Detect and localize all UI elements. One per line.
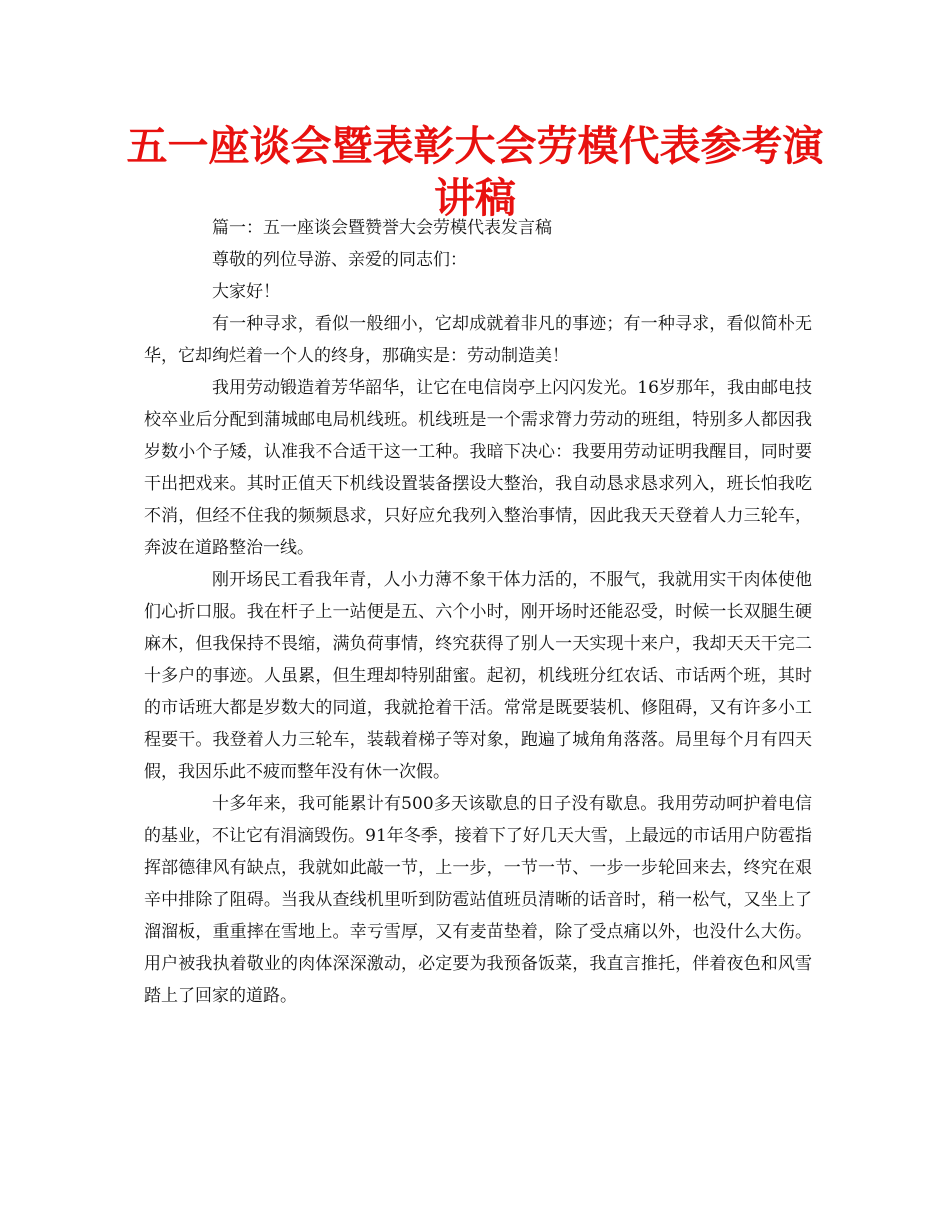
- document-body: [144, 212, 812, 1012]
- paragraph: 十多年来，我可能累计有500多天该歇息的日子没有歇息。我用劳动呵护着电信的基业，不让它有涓滴毁伤。91年冬季，接着下了好几天大雪，上最远的市话用户防雹指挥部德律风有缺点，我就如此敲一节，上一步，一节一节、一步一步轮回来去，终究在艰辛中排除了阻碍。当我从查线机里听到防雹站值班员清晰的话音时，稍一松气，又坐上了溜溜板，重重摔在雪地上。幸亏雪厚，又有麦苗垫着，除了受点痛以外，也没什么大伤。用户被我执着敬业的肉体深深激动，必定要为我预备饭菜，我直言推托，伴着夜色和风雪踏上了回家的道路。: [144, 794, 812, 1006]
- paragraph: 刚开场民工看我年青，人小力薄不象干体力活的，不服气，我就用实干肉体使他们心折口服。我在杆子上一站便是五、六个小时，刚开场时还能忍受，时候一长双腿生硬麻木，但我保持不畏缩，满负荷事情，终究获得了别人一天实现十来户，我却天天干完二十多户的事迹。人虽累，但生理却特别甜蜜。起初，机线班分红农话、市话两个班，其时的市话班大都是岁数大的同道，我就抢着干活。常常是既要装机、修阻碍，又有许多小工程要干。我登着人力三轮车，装载着梯子等对象，跑遍了城角角落落。局里每个月有四天假，我因乐此不疲而整年没有休一次假。: [144, 570, 812, 782]
- paragraph: 有一种寻求，看似一般细小，它却成就着非凡的事迹；有一种寻求，看似简朴无华，它却绚烂着一个人的终身，那确实是：劳动制造美！: [144, 314, 812, 366]
- greeting: 大家好！: [212, 282, 280, 302]
- paragraph: 我用劳动锻造着芳华韶华，让它在电信岗亭上闪闪发光。16岁那年，我由邮电技校卒业后分配到蒲城邮电局机线班。机线班是一个需求膂力劳动的班组，特别多人都因我岁数小个子矮，认准我不合适干这一工种。我暗下决心：我要用劳动证明我醒目，同时要干出把戏来。其时正值天下机线设置装备摆设大整治，我自动恳求恳求列入，班长怕我吃不消，但经不住我的频频恳求，只好应允我列入整治事情，因此我天天登着人力三轮车，奔波在道路整治一线。: [144, 378, 812, 558]
- section-heading: 篇一：五一座谈会暨赞誉大会劳模代表发言稿: [212, 218, 552, 238]
- document-title: 五一座谈会暨表彰大会劳模代表参考演讲稿: [126, 122, 824, 222]
- salutation: 尊敬的列位导游、亲爱的同志们：: [212, 250, 467, 270]
